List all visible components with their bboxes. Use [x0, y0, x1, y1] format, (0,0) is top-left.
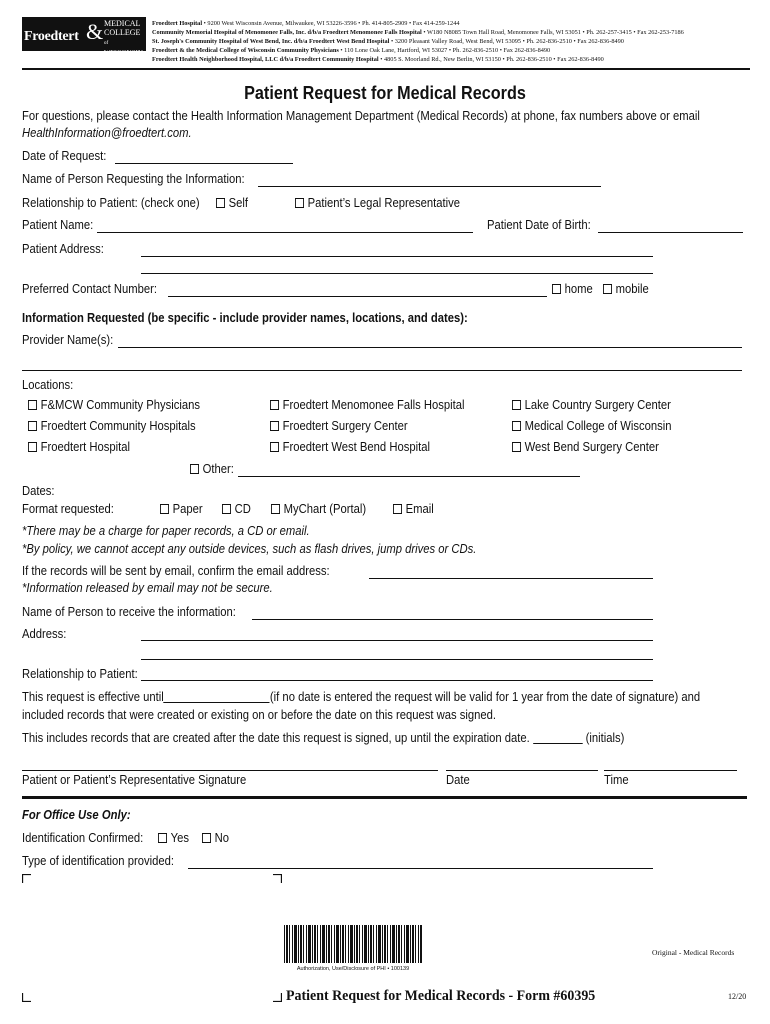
froedtert-mcw-logo: [22, 17, 146, 57]
header-line-4: Froedtert & the Medical College of Wisconsin Community Physicians • 110 Lone Oak Lane, Hartford, WI 53027 • Ph. 262-836-2510 • Fax 262-836-8490: [152, 47, 551, 54]
corner-mark-icon: [22, 993, 31, 1002]
location-checkbox[interactable]: [28, 400, 37, 410]
format-option-cd[interactable]: CD: [222, 502, 251, 517]
date-signature-line[interactable]: [446, 770, 598, 771]
location-checkbox[interactable]: [28, 442, 37, 452]
other-option[interactable]: Other:: [190, 462, 234, 477]
patient-dob-label: Patient Date of Birth:: [487, 218, 591, 232]
header-line-3: St. Joseph's Community Hospital of West Bend, Inc. d/b/a Froedtert West Bend Hospital • 3200 Pleasant Valley Road, West Bend, WI 53095 • Ph. 262-836-2510 • Fax 262-836-8490: [152, 38, 624, 45]
mychart-checkbox[interactable]: [271, 504, 280, 514]
page-title: Patient Request for Medical Records: [244, 83, 526, 103]
locations-label: Locations:: [22, 378, 74, 392]
contact-email-link[interactable]: HealthInformation@froedtert.com: [22, 126, 189, 140]
patient-address-label: Patient Address:: [22, 242, 104, 256]
date-of-request-label: Date of Request:: [22, 149, 107, 163]
id-no-checkbox[interactable]: [202, 833, 211, 843]
logo-froedtert-text: Froedtert: [24, 29, 79, 44]
footer-form-title: Patient Request for Medical Records - Form #60395: [286, 988, 596, 1004]
header-line-1: Froedtert Hospital • 9200 West Wisconsin Avenue, Milwaukee, WI 53226-3596 • Ph. 414-805-2909 • Fax 414-259-1244: [152, 20, 460, 27]
recipient-address-line-2[interactable]: [141, 659, 653, 660]
location-option[interactable]: West Bend Surgery Center: [512, 440, 659, 455]
email-checkbox[interactable]: [393, 504, 402, 514]
corner-mark-icon: [273, 874, 282, 883]
signature-label: Patient or Patient’s Representative Signature: [22, 773, 247, 787]
barcode-caption: Authorization, Use/Disclosure of PHI • 100139: [296, 966, 410, 972]
other-location-field[interactable]: [238, 476, 580, 477]
location-option[interactable]: Froedtert Community Hospitals: [28, 419, 196, 434]
patient-address-line-1[interactable]: [141, 256, 653, 257]
other-checkbox[interactable]: [190, 464, 199, 474]
relationship-label: Relationship to Patient: (check one): [22, 196, 200, 210]
logo-mcw-text: MEDICAL COLLEGE of WISCONSIN: [104, 19, 143, 57]
location-checkbox[interactable]: [270, 442, 279, 452]
intro-line: For questions, please contact the Health Information Management Department (Medical Records) at phone, fax numbers above or email: [22, 109, 700, 123]
recipient-address-line-1[interactable]: [141, 640, 653, 641]
signature-date-label: Date: [446, 773, 470, 787]
effective-line-2: included records that were created or existing on or before the date on this request was signed.: [22, 708, 497, 722]
format-option-mychart[interactable]: MyChart (Portal): [271, 502, 366, 517]
office-use-heading: For Office Use Only:: [22, 808, 131, 822]
effective-line-1: This request is effective until (if no date is entered the request will be valid for 1 year from the date of signature) and: [22, 690, 701, 704]
self-checkbox[interactable]: [216, 198, 225, 208]
format-option-email[interactable]: Email: [393, 502, 434, 517]
corner-mark-icon: [273, 993, 282, 1002]
preferred-contact-field[interactable]: [168, 296, 547, 297]
signature-line[interactable]: [22, 770, 438, 771]
time-signature-line[interactable]: [604, 770, 737, 771]
footer-revision-date: 12/20: [728, 992, 747, 1001]
home-option[interactable]: home: [552, 282, 593, 297]
recipient-name-field[interactable]: [252, 619, 653, 620]
confirm-email-label: If the records will be sent by email, confirm the email address:: [22, 564, 330, 578]
id-yes-option[interactable]: Yes: [158, 831, 189, 846]
header-line-5: Froedtert Health Neighborhood Hospital, LLC d/b/a Froedtert Community Hospital • 4805 S. Moorland Rd., New Berlin, WI 53150 • Ph. 262-836-2510 • Fax 262-836-8490: [152, 56, 604, 63]
info-requested-heading: Information Requested (be specific - include provider names, locations, and dates):: [22, 311, 468, 325]
mobile-checkbox[interactable]: [603, 284, 612, 294]
location-checkbox[interactable]: [270, 400, 279, 410]
name-requesting-field[interactable]: [258, 186, 601, 187]
location-option[interactable]: Froedtert Menomonee Falls Hospital: [270, 398, 465, 413]
recipient-address-label: Address:: [22, 627, 67, 641]
patient-name-label: Patient Name:: [22, 218, 94, 232]
self-option[interactable]: Self: [216, 196, 248, 211]
location-checkbox[interactable]: [512, 421, 521, 431]
location-checkbox[interactable]: [512, 442, 521, 452]
header-rule: [22, 68, 750, 70]
format-requested-label: Format requested:: [22, 502, 114, 516]
location-option[interactable]: F&MCW Community Physicians: [28, 398, 200, 413]
cd-checkbox[interactable]: [222, 504, 231, 514]
location-option[interactable]: Froedtert Hospital: [28, 440, 130, 455]
patient-name-field[interactable]: [97, 232, 473, 233]
logo-ampersand: &: [86, 19, 104, 44]
patient-dob-field[interactable]: [598, 232, 743, 233]
location-option[interactable]: Froedtert Surgery Center: [270, 419, 408, 434]
id-yes-checkbox[interactable]: [158, 833, 167, 843]
provider-names-field[interactable]: [118, 347, 742, 348]
home-checkbox[interactable]: [552, 284, 561, 294]
office-divider: [22, 796, 747, 799]
dates-label: Dates:: [22, 484, 55, 498]
provider-names-field-2[interactable]: [22, 370, 742, 371]
charge-note: *There may be a charge for paper records, a CD or email.: [22, 524, 310, 538]
legal-rep-option[interactable]: Patient’s Legal Representative: [295, 196, 460, 211]
barcode-icon: [284, 925, 422, 963]
provider-names-label: Provider Name(s):: [22, 333, 114, 347]
corner-mark-icon: [22, 874, 31, 883]
date-of-request-field[interactable]: [115, 163, 293, 164]
format-option-paper[interactable]: Paper: [160, 502, 203, 517]
header-address-block: [152, 19, 684, 64]
confirm-email-field[interactable]: [369, 578, 653, 579]
policy-note: *By policy, we cannot accept any outside devices, such as flash drives, jump drives or CDs.: [22, 542, 477, 556]
id-confirmed-label: Identification Confirmed:: [22, 831, 144, 845]
recipient-relationship-label: Relationship to Patient:: [22, 667, 138, 681]
signature-time-label: Time: [604, 773, 629, 787]
recipient-name-label: Name of Person to receive the information:: [22, 605, 236, 619]
id-no-option[interactable]: No: [202, 831, 229, 846]
header-line-2: Community Memorial Hospital of Menomonee Falls, Inc. d/b/a Froedtert Menomonee Falls Hospital • W180 N8085 Town Hall Road, Menomonee Falls, WI 53051 • Ph. 262-257-3415 • Fax 262-253-7186: [152, 29, 684, 36]
location-checkbox[interactable]: [512, 400, 521, 410]
initials-field[interactable]: [533, 731, 583, 744]
intro-email-line: HealthInformation@froedtert.com.: [22, 126, 192, 140]
location-option[interactable]: Medical College of Wisconsin: [512, 419, 672, 434]
patient-address-line-2[interactable]: [141, 273, 653, 274]
expiration-date-field[interactable]: [164, 690, 270, 703]
effective-line-3: This includes records that are created after the date this request is signed, up until the expiration date. (initials): [22, 731, 625, 745]
id-type-label: Type of identification provided:: [22, 854, 174, 868]
id-type-field[interactable]: [188, 868, 653, 869]
recipient-relationship-field[interactable]: [141, 680, 653, 681]
original-copy-label: Original - Medical Records: [652, 948, 735, 957]
location-option[interactable]: Lake Country Surgery Center: [512, 398, 671, 413]
location-checkbox[interactable]: [28, 421, 37, 431]
paper-checkbox[interactable]: [160, 504, 169, 514]
preferred-contact-label: Preferred Contact Number:: [22, 282, 158, 296]
not-secure-note: *Information released by email may not be secure.: [22, 581, 273, 595]
mobile-option[interactable]: mobile: [603, 282, 649, 297]
legal-rep-checkbox[interactable]: [295, 198, 304, 208]
name-requesting-label: Name of Person Requesting the Information:: [22, 172, 245, 186]
location-option[interactable]: Froedtert West Bend Hospital: [270, 440, 430, 455]
location-checkbox[interactable]: [270, 421, 279, 431]
